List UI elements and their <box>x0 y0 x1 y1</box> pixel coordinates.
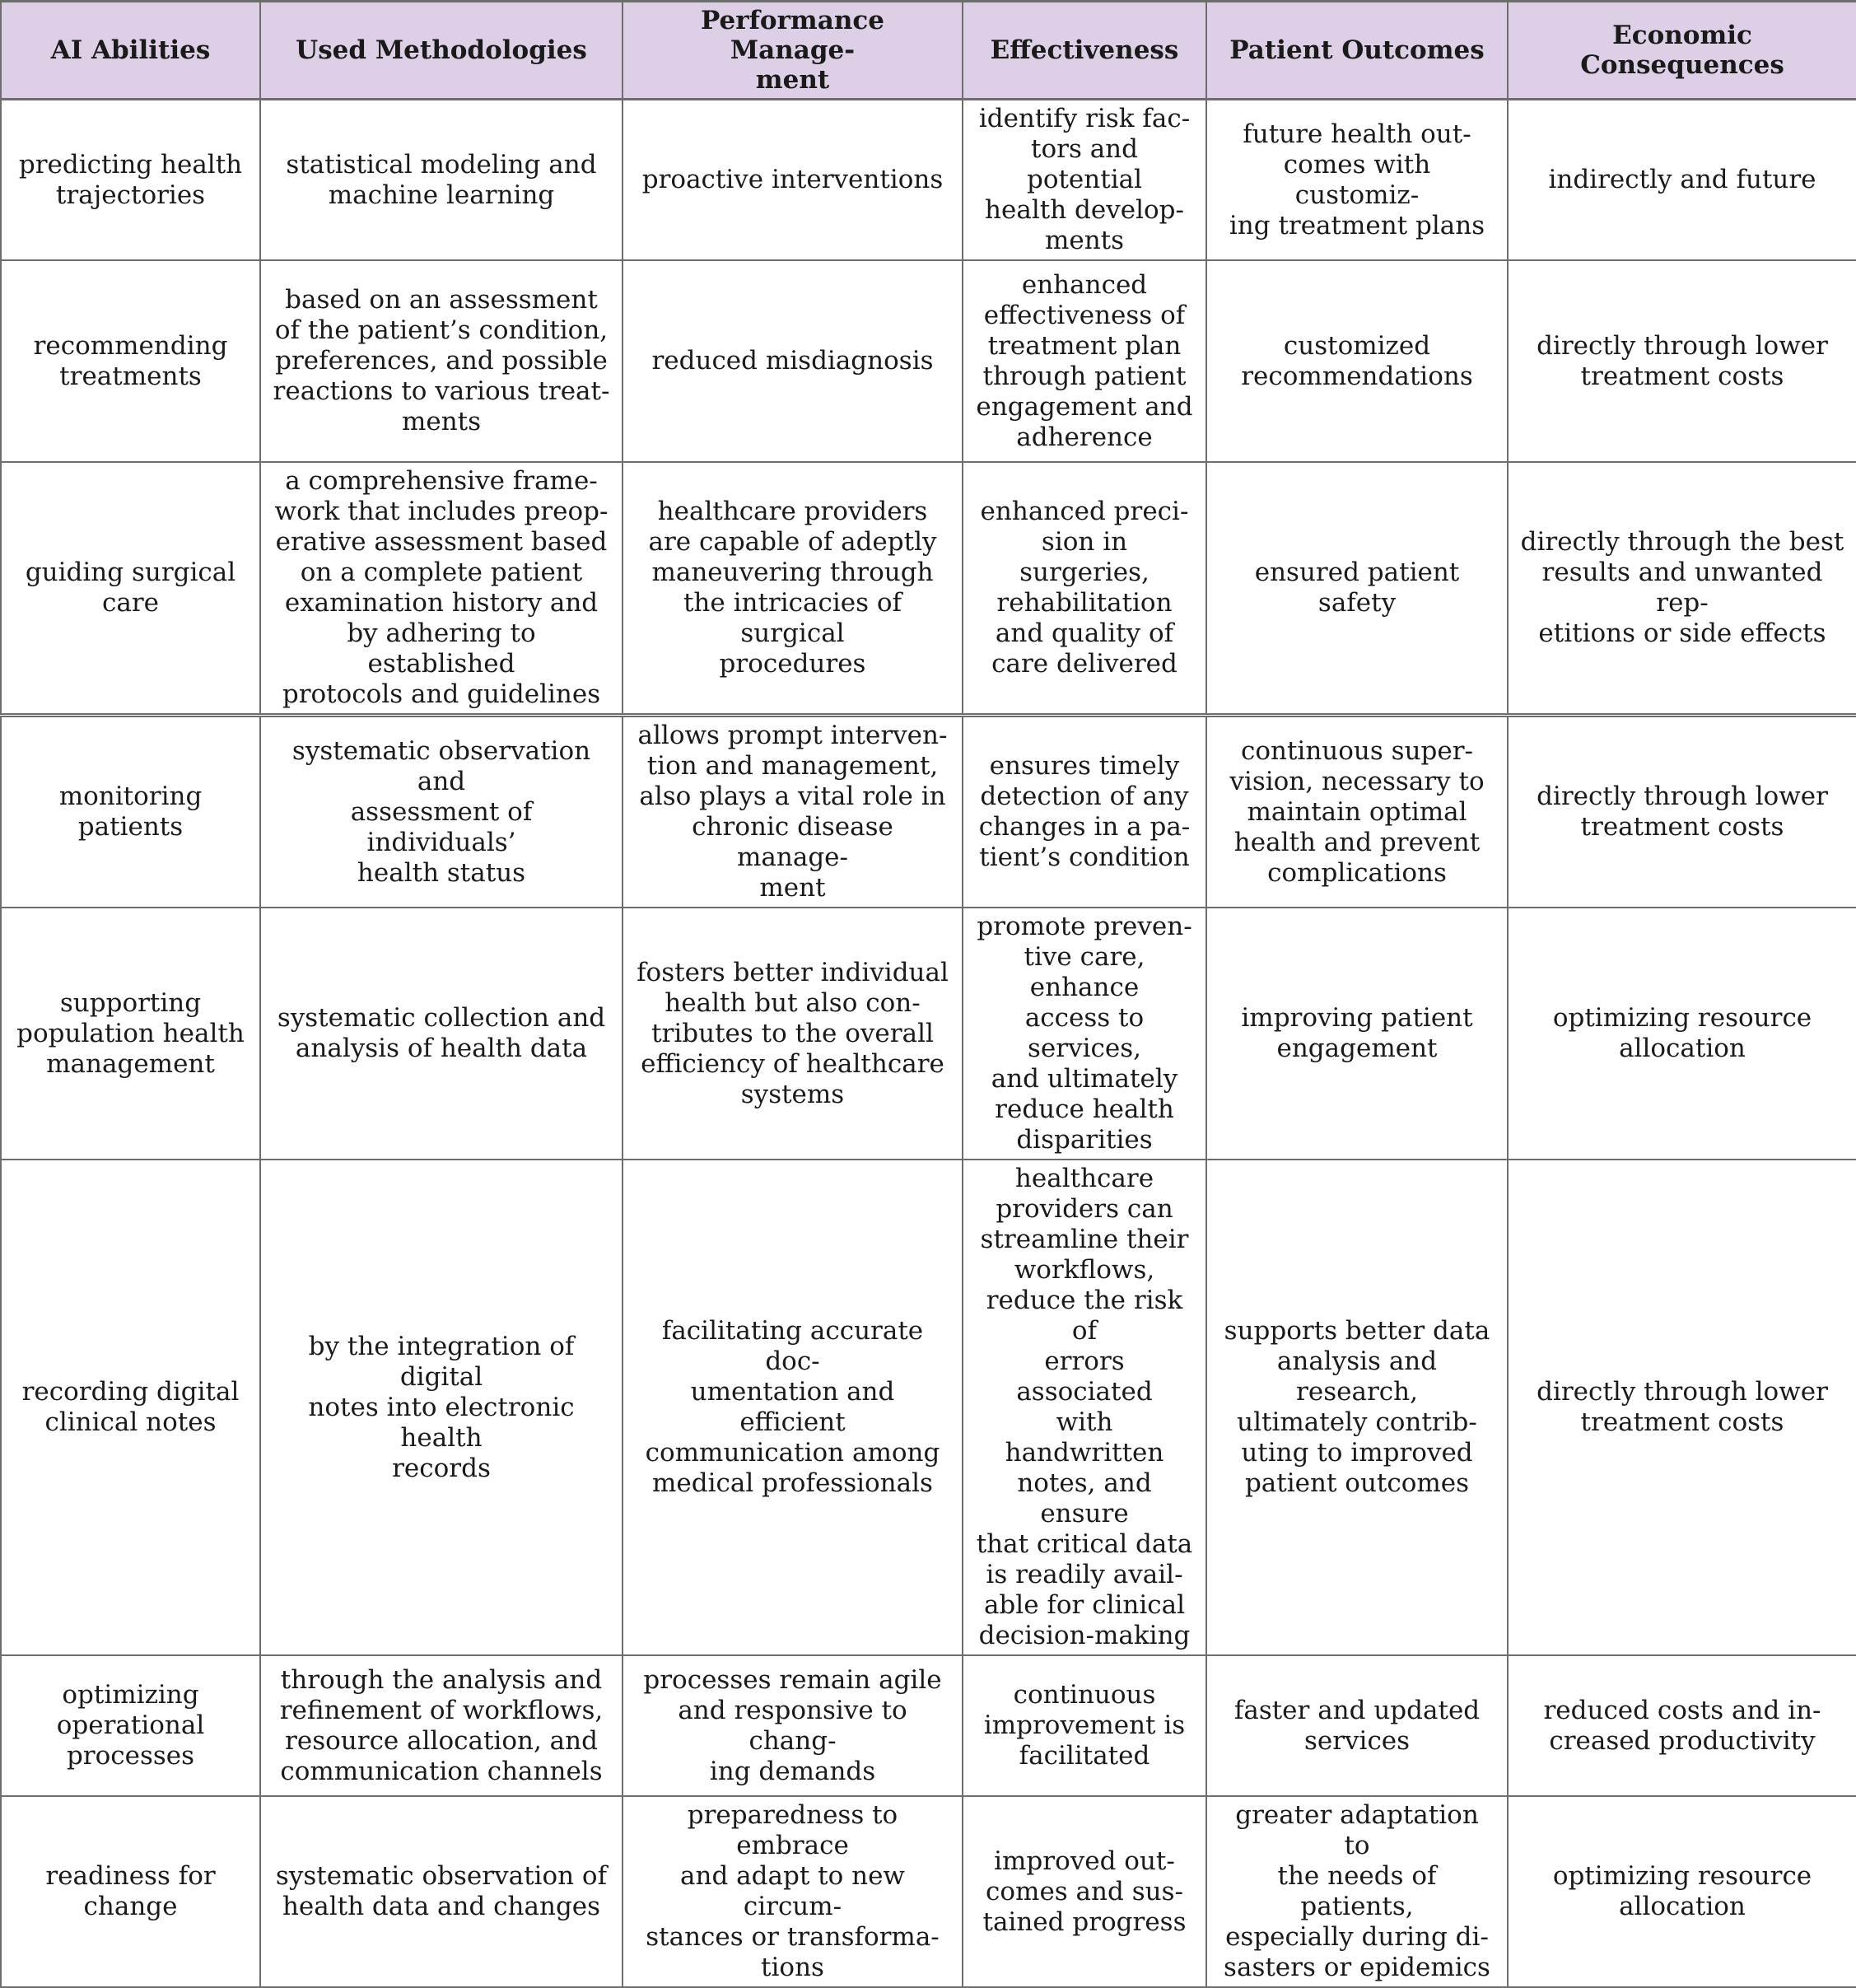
cell-methodology: based on an assessment of the patient’s condition, preferences, and possible reactions to various treat- ments <box>260 260 623 462</box>
cell-ai-ability: readiness for change <box>1 1796 260 1987</box>
cell-effectiveness: promote preven- tive care, enhance access to services, and ultimately reduce health disparities <box>963 908 1206 1160</box>
cell-methodology: systematic collection and analysis of health data <box>260 908 623 1160</box>
cell-patient-outcome: customized recommendations <box>1206 260 1508 462</box>
cell-ai-ability: recording digital clinical notes <box>1 1160 260 1655</box>
cell-effectiveness: improved out- comes and sus- tained progress <box>963 1796 1206 1987</box>
cell-performance: preparedness to embrace and adapt to new circum- stances or transforma- tions <box>623 1796 963 1987</box>
cell-performance: healthcare providers are capable of adeptly maneuvering through the intricacies of surgical procedures <box>623 462 963 716</box>
table-body <box>1 100 1856 1988</box>
cell-economic-consequence: optimizing resource allocation <box>1508 1796 1856 1987</box>
cell-patient-outcome: supports better data analysis and research, ultimately contrib- uting to improved patient outcomes <box>1206 1160 1508 1655</box>
cell-patient-outcome: continuous super- vision, necessary to maintain optimal health and prevent complications <box>1206 716 1508 908</box>
table-row <box>1 100 1856 261</box>
cell-performance: reduced misdiagnosis <box>623 260 963 462</box>
cell-patient-outcome: faster and updated services <box>1206 1655 1508 1796</box>
header-effectiveness: Effectiveness <box>963 2 1206 100</box>
table-row <box>1 1655 1856 1796</box>
cell-patient-outcome: greater adaptation to the needs of patients, especially during di- sasters or epidemics <box>1206 1796 1508 1987</box>
table-header <box>1 2 1856 100</box>
cell-performance: facilitating accurate doc- umentation and efficient communication among medical professionals <box>623 1160 963 1655</box>
cell-economic-consequence: directly through the best results and unwanted rep- etitions or side effects <box>1508 462 1856 716</box>
cell-ai-ability: supporting population health management <box>1 908 260 1160</box>
cell-ai-ability: monitoring patients <box>1 716 260 908</box>
cell-methodology: systematic observation and assessment of individuals’ health status <box>260 716 623 908</box>
cell-methodology: systematic observation of health data and changes <box>260 1796 623 1987</box>
header-row <box>1 2 1856 100</box>
cell-economic-consequence: optimizing resource allocation <box>1508 908 1856 1160</box>
cell-methodology: through the analysis and refinement of workflows, resource allocation, and communication channels <box>260 1655 623 1796</box>
cell-economic-consequence: indirectly and future <box>1508 100 1856 261</box>
table-row <box>1 716 1856 908</box>
cell-effectiveness: continuous improvement is facilitated <box>963 1655 1206 1796</box>
header-ai-abilities: AI Abilities <box>1 2 260 100</box>
cell-ai-ability: predicting health trajectories <box>1 100 260 261</box>
cell-economic-consequence: reduced costs and in- creased productivity <box>1508 1655 1856 1796</box>
cell-effectiveness: enhanced preci- sion in surgeries, rehabilitation and quality of care delivered <box>963 462 1206 716</box>
cell-effectiveness: enhanced effectiveness of treatment plan through patient engagement and adherence <box>963 260 1206 462</box>
table-row <box>1 1796 1856 1987</box>
cell-economic-consequence: directly through lower treatment costs <box>1508 716 1856 908</box>
cell-economic-consequence: directly through lower treatment costs <box>1508 1160 1856 1655</box>
cell-economic-consequence: directly through lower treatment costs <box>1508 260 1856 462</box>
cell-ai-ability: guiding surgical care <box>1 462 260 716</box>
header-performance-management: Performance Manage- ment <box>623 2 963 100</box>
header-patient-outcomes: Patient Outcomes <box>1206 2 1508 100</box>
cell-performance: allows prompt interven- tion and management, also plays a vital role in chronic disease manage- ment <box>623 716 963 908</box>
cell-patient-outcome: improving patient engagement <box>1206 908 1508 1160</box>
cell-performance: processes remain agile and responsive to chang- ing demands <box>623 1655 963 1796</box>
cell-performance: fosters better individual health but also con- tributes to the overall efficiency of healthcare systems <box>623 908 963 1160</box>
table-row <box>1 908 1856 1160</box>
cell-effectiveness: ensures timely detection of any changes in a pa- tient’s condition <box>963 716 1206 908</box>
header-used-methodologies: Used Methodologies <box>260 2 623 100</box>
header-economic-consequences: Economic Consequences <box>1508 2 1856 100</box>
table-row <box>1 462 1856 716</box>
cell-effectiveness: identify risk fac- tors and potential health develop- ments <box>963 100 1206 261</box>
cell-patient-outcome: future health out- comes with customiz- ing treatment plans <box>1206 100 1508 261</box>
cell-methodology: a comprehensive frame- work that includes preop- erative assessment based on a complete patient examination history and by adhering to established protocols and guidelines <box>260 462 623 716</box>
cell-ai-ability: recommending treatments <box>1 260 260 462</box>
cell-performance: proactive interventions <box>623 100 963 261</box>
cell-methodology: by the integration of digital notes into electronic health records <box>260 1160 623 1655</box>
cell-methodology: statistical modeling and machine learning <box>260 100 623 261</box>
table-row <box>1 260 1856 462</box>
cell-patient-outcome: ensured patient safety <box>1206 462 1508 716</box>
cell-ai-ability: optimizing operational processes <box>1 1655 260 1796</box>
cell-effectiveness: healthcare providers can streamline their workflows, reduce the risk of errors associated with handwritten notes, and ensure that critical data is readily avail- able for clinical decision-making <box>963 1160 1206 1655</box>
table-row <box>1 1160 1856 1655</box>
